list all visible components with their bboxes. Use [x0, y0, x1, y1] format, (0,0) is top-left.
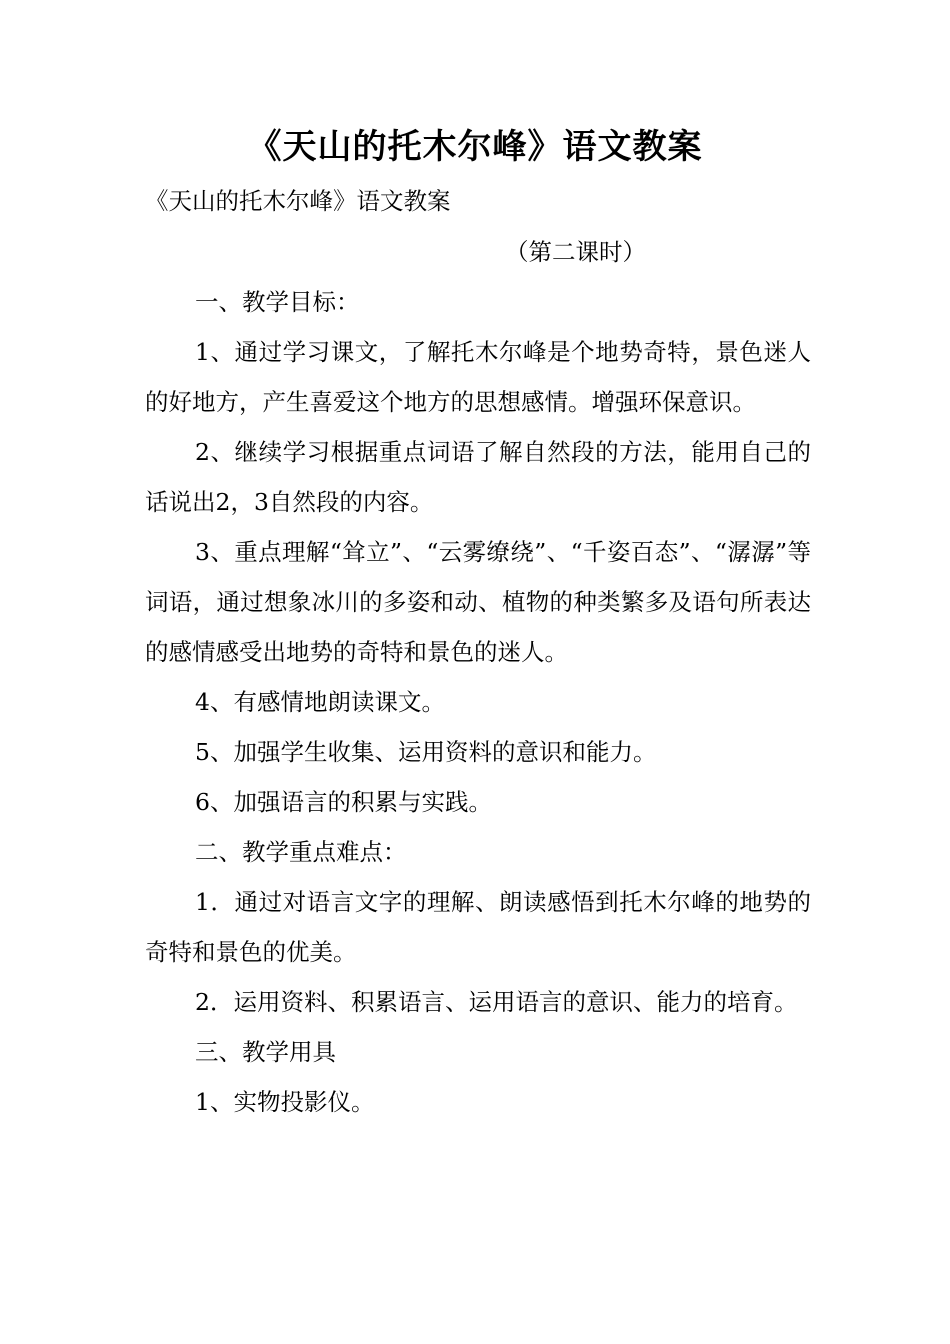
objective-3: 3、重点理解“耸立”、“云雾缭绕”、“千姿百态”、“潺潺”等词语，通过想象冰川的多姿和动、植物的种类繁多及语句所表达的感情感受出地势的奇特和景色的迷人。 [145, 538, 811, 666]
subtitle-line: 《天山的托木尔峰》语文教案 [145, 187, 451, 215]
key-point-1: 1．通过对语言文字的理解、朗读感悟到托木尔峰的地势的奇特和景色的优美。 [145, 888, 811, 966]
objective-6: 6、加强语言的积累与实践。 [195, 788, 492, 816]
tool-1: 1、实物投影仪。 [195, 1088, 375, 1116]
objective-2: 2、继续学习根据重点词语了解自然段的方法，能用自己的话说出2，3自然段的内容。 [145, 438, 811, 516]
objective-1: 1、通过学习课文，了解托木尔峰是个地势奇特，景色迷人的好地方，产生喜爱这个地方的思想感情。增强环保意识。 [145, 338, 811, 416]
objective-4: 4、有感情地朗读课文。 [195, 688, 445, 716]
key-point-2: 2．运用资料、积累语言、运用语言的意识、能力的培育。 [195, 988, 798, 1016]
objective-5: 5、加强学生收集、运用资料的意识和能力。 [195, 738, 657, 766]
document-title: 《天山的托木尔峰》语文教案 [247, 127, 703, 167]
section-heading-tools: 三、教学用具 [195, 1038, 336, 1066]
section-heading-objectives: 一、教学目标： [195, 288, 360, 316]
lesson-label: （第二课时） [505, 238, 646, 266]
document-body [145, 176, 811, 1127]
section-heading-key-points: 二、教学重点难点： [195, 838, 407, 866]
